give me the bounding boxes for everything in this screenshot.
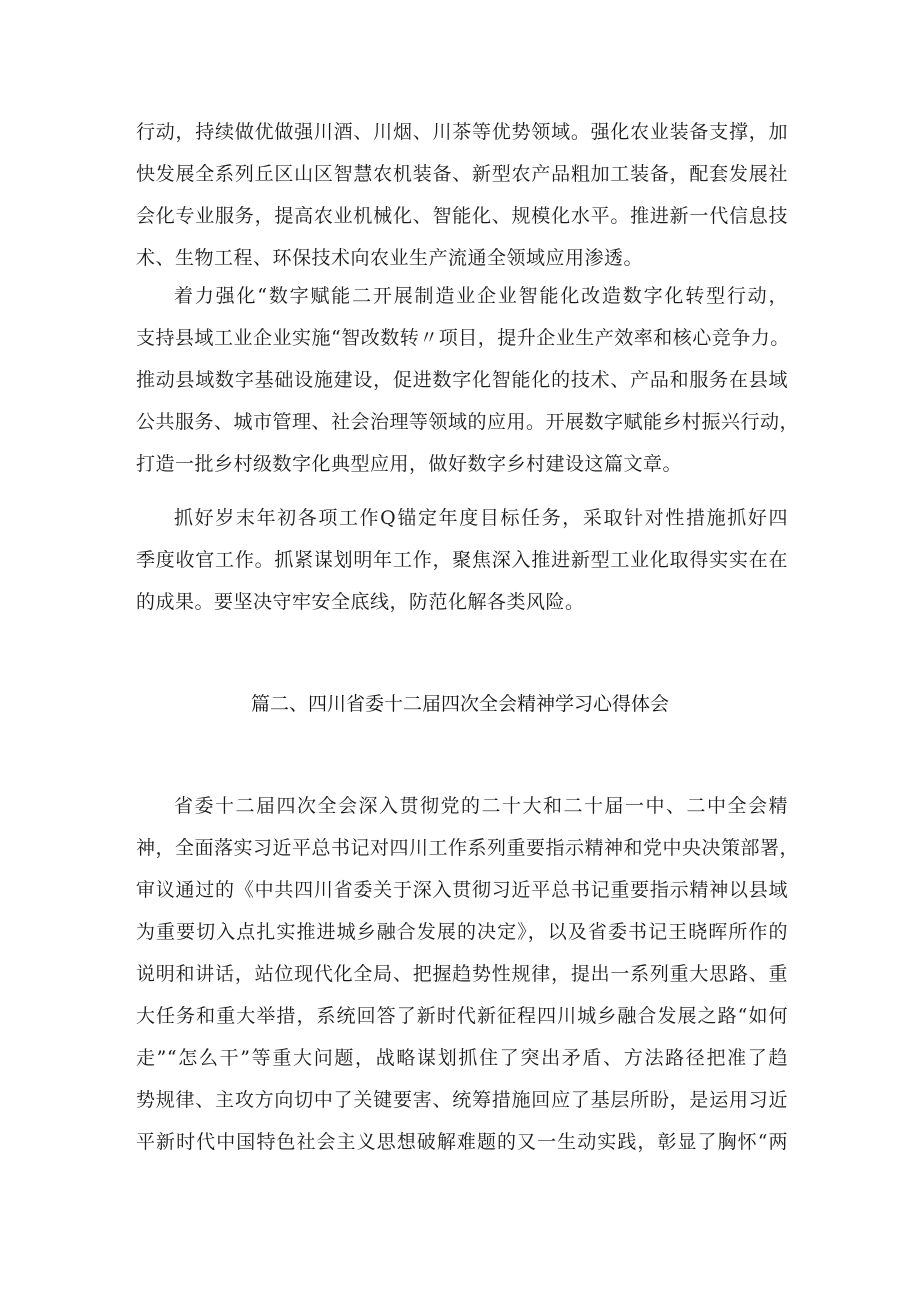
text-line: 走”“怎么干”等重大问题，战略谋划抓住了突出矛盾、方法路径把准了趋 [136,1047,788,1069]
paragraph-2 [136,275,800,485]
text-line: 季度收官工作。抓紧谋划明年工作，聚焦深入推进新型工业化取得实实在在 [136,549,788,571]
paragraph-3 [136,497,788,623]
text-line: 势规律、主攻方向切中了关键要害、统筹措施回应了基层所盼，是运用习近 [136,1089,788,1111]
text-line: 大任务和重大举措，系统回答了新时代新征程四川城乡融合发展之路“如何 [136,1005,788,1027]
text-line: 推动县域数字基础设施建设，促进数字化智能化的技术、产品和服务在县域 [136,369,788,391]
text-line: 省委十二届四次全会深入贯彻党的二十大和二十届一中、二中全会精 [174,795,788,817]
text-line: 的成果。要坚决守牢安全底线，防范化解各类风险。 [136,591,585,613]
text-line: 审议通过的《中共四川省委关于深入贯彻习近平总书记重要指示精神以县域 [136,879,788,901]
text-line: 平新时代中国特色社会主义思想破解难题的又一生动实践，彰显了胸怀“两 [136,1131,788,1153]
text-line: 公共服务、城市管理、社会治理等领域的应用。开展数字赋能乡村振兴行动， [136,411,800,433]
text-line: 为重要切入点扎实推进城乡融合发展的决定》，以及省委书记王晓晖所作的 [136,921,788,943]
text-line: 着力强化“数字赋能二开展制造业企业智能化改造数字化转型行动， [174,285,788,307]
text-line: 术、生物工程、环保技术向农业生产流通全领域应用渗透。 [136,247,644,269]
paragraph-1 [136,111,788,279]
text-line: 打造一批乡村级数字化典型应用，做好数字乡村建设这篇文章。 [136,453,683,475]
text-line: 会化专业服务，提高农业机械化、智能化、规模化水平。推进新一代信息技 [136,205,788,227]
text-line: 快发展全系列丘区山区智慧农机装备、新型农产品粗加工装备，配套发展社 [136,163,788,185]
text-line: 支持县域工业企业实施“智改数转〃项目，提升企业生产效率和核心竞争力。 [136,327,790,349]
paragraph-4 [136,785,800,1163]
text-line: 神，全面落实习近平总书记对四川工作系列重要指示精神和党中央决策部署， [136,837,800,859]
text-line: 抓好岁末年初各项工作Q锚定年度目标任务，采取针对性措施抓好四 [174,507,788,529]
section-heading: 篇二、四川省委十二届四次全会精神学习心得体会 [250,693,669,715]
text-line: 行动，持续做优做强川酒、川烟、川茶等优势领域。强化农业装备支撑，加 [136,121,788,143]
text-line: 说明和讲话，站位现代化全局、把握趋势性规律，提出一系列重大思路、重 [136,963,788,985]
